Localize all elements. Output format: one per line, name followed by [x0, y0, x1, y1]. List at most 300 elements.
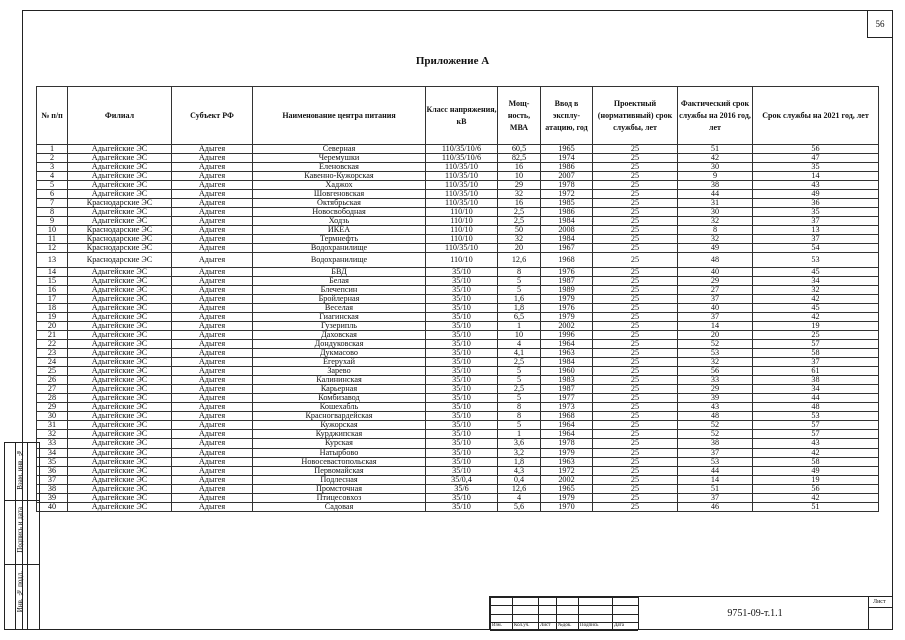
table-cell: 1976: [541, 268, 593, 277]
table-cell: 5: [498, 286, 541, 295]
table-row: [37, 145, 879, 154]
table-cell: Адыгейские ЭС: [68, 277, 172, 286]
table-cell: 25: [593, 286, 678, 295]
table-cell: 35/10: [426, 322, 498, 331]
table-cell: 1960: [541, 367, 593, 376]
sheet-box: [868, 597, 893, 630]
table-cell: Адыгея: [172, 412, 253, 421]
table-cell: Кавенно-Кужорская: [253, 172, 426, 181]
table-cell: 8: [498, 403, 541, 412]
table-cell: 15: [37, 277, 68, 286]
table-row: [37, 190, 879, 199]
table-cell: 40: [678, 268, 753, 277]
table-cell: 25: [593, 430, 678, 439]
table-cell: Черемушки: [253, 154, 426, 163]
table-cell: Хаджох: [253, 181, 426, 190]
table-cell: Адыгея: [172, 340, 253, 349]
table-cell: Адыгея: [172, 208, 253, 217]
table-cell: 48: [753, 403, 879, 412]
table-cell: 2,5: [498, 208, 541, 217]
table-cell: 47: [753, 154, 879, 163]
table-cell: 52: [678, 421, 753, 430]
table-cell: Адыгея: [172, 181, 253, 190]
table-cell: 110/35/10/6: [426, 154, 498, 163]
table-cell: 19: [753, 322, 879, 331]
table-cell: 35/10: [426, 439, 498, 448]
table-cell: 35/10: [426, 502, 498, 511]
table-cell: 5: [498, 421, 541, 430]
table-row: [37, 163, 879, 172]
table-cell: 19: [753, 475, 879, 484]
table-cell: Новосвободная: [253, 208, 426, 217]
table-cell: 50: [498, 226, 541, 235]
table-cell: Адыгея: [172, 235, 253, 244]
table-cell: Адыгея: [172, 421, 253, 430]
table-row: [37, 502, 879, 511]
table-cell: Адыгея: [172, 226, 253, 235]
table-cell: 31: [678, 199, 753, 208]
table-row: [37, 403, 879, 412]
table-cell: Калининская: [253, 376, 426, 385]
table-cell: 49: [678, 244, 753, 253]
table-row: [37, 466, 879, 475]
column-header: Срок службы на 2021 год, лет: [753, 87, 879, 145]
table-row: [37, 268, 879, 277]
table-cell: 32: [678, 235, 753, 244]
table-cell: 25: [593, 475, 678, 484]
table-cell: 37: [753, 358, 879, 367]
table-cell: 5: [498, 376, 541, 385]
table-cell: Новосевастопольская: [253, 457, 426, 466]
table-cell: 35/10: [426, 421, 498, 430]
table-cell: 24: [37, 358, 68, 367]
table-cell: 25: [593, 322, 678, 331]
table-cell: Курская: [253, 439, 426, 448]
table-row: [37, 421, 879, 430]
table-cell: 110/35/10: [426, 181, 498, 190]
table-cell: 33: [37, 439, 68, 448]
table-row: [37, 286, 879, 295]
table-cell: 35/6: [426, 484, 498, 493]
table-cell: 16: [498, 199, 541, 208]
table-cell: Адыгея: [172, 190, 253, 199]
table-cell: 12,6: [498, 484, 541, 493]
table-cell: 110/10: [426, 235, 498, 244]
table-cell: Адыгея: [172, 394, 253, 403]
table-cell: 1978: [541, 181, 593, 190]
table-cell: 25: [593, 439, 678, 448]
table-cell: 35/10: [426, 403, 498, 412]
side-label-signature: Подпись и дата: [16, 507, 24, 553]
table-cell: 28: [37, 394, 68, 403]
table-cell: 42: [678, 154, 753, 163]
table-cell: 25: [593, 457, 678, 466]
title-block: [489, 596, 893, 630]
table-cell: 29: [498, 181, 541, 190]
table-row: [37, 235, 879, 244]
table-cell: 82,5: [498, 154, 541, 163]
table-cell: Комбизавод: [253, 394, 426, 403]
table-cell: 27: [37, 385, 68, 394]
table-cell: 29: [678, 277, 753, 286]
table-cell: 26: [37, 376, 68, 385]
table-cell: Адыгея: [172, 502, 253, 511]
table-cell: 38: [37, 484, 68, 493]
table-cell: 12: [37, 244, 68, 253]
table-cell: 27: [678, 286, 753, 295]
table-cell: Кошехабль: [253, 403, 426, 412]
table-cell: Гузерипль: [253, 322, 426, 331]
table-row: [37, 349, 879, 358]
table-cell: 4,3: [498, 466, 541, 475]
table-cell: 4: [498, 493, 541, 502]
table-cell: 25: [593, 268, 678, 277]
table-cell: 1977: [541, 394, 593, 403]
table-cell: Еленовская: [253, 163, 426, 172]
table-cell: Адыгейские ЭС: [68, 466, 172, 475]
table-cell: 35/10: [426, 466, 498, 475]
table-row: [37, 208, 879, 217]
table-cell: 20: [37, 322, 68, 331]
table-cell: 1,8: [498, 457, 541, 466]
table-cell: 44: [753, 394, 879, 403]
table-cell: 1986: [541, 208, 593, 217]
table-cell: 25: [593, 145, 678, 154]
table-cell: 8: [498, 268, 541, 277]
table-cell: 110/10: [426, 226, 498, 235]
table-cell: 30: [678, 208, 753, 217]
table-cell: 46: [678, 502, 753, 511]
table-cell: 110/35/10: [426, 172, 498, 181]
table-cell: Егерухай: [253, 358, 426, 367]
table-cell: 25: [593, 466, 678, 475]
table-cell: 2: [37, 154, 68, 163]
table-cell: 53: [753, 253, 879, 268]
stamp-label: Кол.уч.: [514, 623, 530, 628]
table-cell: 37: [678, 448, 753, 457]
table-cell: 20: [498, 244, 541, 253]
table-cell: 25: [593, 502, 678, 511]
table-cell: 19: [37, 313, 68, 322]
table-cell: Гиагинская: [253, 313, 426, 322]
side-label-replace: Взам. инв. №: [16, 449, 24, 490]
table-cell: 25: [593, 199, 678, 208]
table-cell: 25: [593, 385, 678, 394]
table-cell: 32: [37, 430, 68, 439]
table-cell: 14: [753, 172, 879, 181]
table-cell: Адыгейские ЭС: [68, 367, 172, 376]
table-cell: 110/35/10: [426, 199, 498, 208]
table-cell: Дондуковская: [253, 340, 426, 349]
table-cell: 10: [498, 172, 541, 181]
table-row: [37, 154, 879, 163]
table-row: [37, 367, 879, 376]
table-row: [37, 385, 879, 394]
table-cell: Адыгейские ЭС: [68, 145, 172, 154]
table-cell: 25: [593, 172, 678, 181]
table-cell: Адыгейские ЭС: [68, 172, 172, 181]
table-cell: Адыгейские ЭС: [68, 349, 172, 358]
table-cell: Зарево: [253, 367, 426, 376]
table-cell: Адыгейские ЭС: [68, 304, 172, 313]
table-cell: 1,8: [498, 304, 541, 313]
table-cell: 25: [593, 421, 678, 430]
table-row: [37, 199, 879, 208]
table-row: [37, 484, 879, 493]
table-cell: 39: [37, 493, 68, 502]
table-cell: 1972: [541, 466, 593, 475]
table-row: [37, 358, 879, 367]
table-cell: 17: [37, 295, 68, 304]
column-header: Фактический срок службы на 2016 год, лет: [678, 87, 753, 145]
table-cell: 110/35/10: [426, 244, 498, 253]
table-cell: 1987: [541, 385, 593, 394]
table-cell: Адыгея: [172, 448, 253, 457]
table-cell: 40: [37, 502, 68, 511]
table-cell: Адыгейские ЭС: [68, 385, 172, 394]
table-cell: 1974: [541, 154, 593, 163]
table-cell: 22: [37, 340, 68, 349]
table-cell: Ходзь: [253, 217, 426, 226]
table-cell: 25: [593, 235, 678, 244]
table-cell: 51: [678, 484, 753, 493]
table-cell: 1979: [541, 448, 593, 457]
table-cell: 44: [678, 190, 753, 199]
stamp-label: Изм.: [492, 623, 502, 628]
column-header: Класс напряжения, кВ: [426, 87, 498, 145]
table-cell: 43: [753, 181, 879, 190]
table-cell: 9: [678, 172, 753, 181]
table-cell: 35/10: [426, 295, 498, 304]
table-cell: 35/10: [426, 376, 498, 385]
table-cell: 35/10: [426, 394, 498, 403]
table-cell: 53: [678, 457, 753, 466]
table-row: [37, 304, 879, 313]
table-cell: 1978: [541, 439, 593, 448]
table-cell: 35/10: [426, 457, 498, 466]
table-row: [37, 217, 879, 226]
table-cell: 38: [678, 181, 753, 190]
table-cell: 1: [498, 322, 541, 331]
table-cell: 35: [753, 163, 879, 172]
table-cell: 1965: [541, 145, 593, 154]
table-row: [37, 181, 879, 190]
table-cell: 1984: [541, 235, 593, 244]
table-cell: 52: [678, 430, 753, 439]
table-cell: Водохранилище: [253, 244, 426, 253]
table-cell: Адыгея: [172, 277, 253, 286]
table-cell: Краснодарские ЭС: [68, 253, 172, 268]
table-cell: 1987: [541, 277, 593, 286]
table-cell: Адыгея: [172, 322, 253, 331]
table-cell: 25: [593, 154, 678, 163]
table-cell: Адыгея: [172, 385, 253, 394]
table-cell: 1964: [541, 430, 593, 439]
table-cell: 35/10: [426, 367, 498, 376]
table-cell: 1979: [541, 493, 593, 502]
table-cell: 25: [593, 208, 678, 217]
table-cell: 25: [593, 412, 678, 421]
table-cell: Адыгея: [172, 493, 253, 502]
table-cell: 31: [37, 421, 68, 430]
table-cell: 32: [498, 190, 541, 199]
table-cell: 8: [37, 208, 68, 217]
table-cell: Адыгейские ЭС: [68, 412, 172, 421]
table-cell: Адыгея: [172, 439, 253, 448]
table-cell: 5,6: [498, 502, 541, 511]
table-cell: Адыгея: [172, 199, 253, 208]
table-cell: 35/10: [426, 349, 498, 358]
table-cell: 40: [678, 304, 753, 313]
table-cell: Адыгейские ЭС: [68, 340, 172, 349]
table-cell: 25: [593, 295, 678, 304]
table-cell: 34: [37, 448, 68, 457]
table-cell: 8: [678, 226, 753, 235]
table-cell: Краснодарские ЭС: [68, 244, 172, 253]
table-cell: 35/10: [426, 313, 498, 322]
table-cell: Красногвардейская: [253, 412, 426, 421]
table-cell: Адыгея: [172, 244, 253, 253]
table-cell: 2,5: [498, 385, 541, 394]
table-cell: 14: [37, 268, 68, 277]
table-cell: 25: [593, 448, 678, 457]
table-row: [37, 226, 879, 235]
table-cell: Адыгея: [172, 367, 253, 376]
table-cell: Адыгейские ЭС: [68, 217, 172, 226]
table-cell: 42: [753, 448, 879, 457]
table-cell: 56: [753, 484, 879, 493]
table-cell: 1972: [541, 190, 593, 199]
table-cell: 1,6: [498, 295, 541, 304]
column-header: Проектный (нормативный) срок службы, лет: [593, 87, 678, 145]
table-cell: 20: [678, 331, 753, 340]
table-cell: 32: [498, 235, 541, 244]
table-cell: 5: [498, 367, 541, 376]
table-cell: Адыгейские ЭС: [68, 403, 172, 412]
table-cell: 5: [37, 181, 68, 190]
table-cell: 57: [753, 430, 879, 439]
table-cell: 3,2: [498, 448, 541, 457]
table-cell: 1964: [541, 421, 593, 430]
table-cell: 1963: [541, 457, 593, 466]
table-cell: 1996: [541, 331, 593, 340]
table-cell: 110/10: [426, 217, 498, 226]
table-cell: Адыгейские ЭС: [68, 358, 172, 367]
table-row: [37, 277, 879, 286]
table-cell: Адыгея: [172, 313, 253, 322]
table-cell: Адыгея: [172, 466, 253, 475]
table-cell: 37: [37, 475, 68, 484]
table-cell: 37: [753, 217, 879, 226]
table-row: [37, 331, 879, 340]
table-cell: 25: [37, 367, 68, 376]
table-cell: 25: [593, 217, 678, 226]
table-cell: 45: [753, 304, 879, 313]
table-cell: Адыгея: [172, 154, 253, 163]
table-cell: 2,5: [498, 358, 541, 367]
table-cell: Адыгея: [172, 163, 253, 172]
table-cell: Термнефть: [253, 235, 426, 244]
table-cell: 35/10: [426, 385, 498, 394]
table-row: [37, 448, 879, 457]
table-cell: 35/10: [426, 286, 498, 295]
table-cell: Адыгейские ЭС: [68, 286, 172, 295]
table-cell: 25: [593, 493, 678, 502]
side-stamp: [4, 442, 40, 630]
table-row: [37, 244, 879, 253]
table-cell: 14: [678, 322, 753, 331]
table-cell: Белая: [253, 277, 426, 286]
table-cell: 13: [753, 226, 879, 235]
table-cell: 32: [753, 286, 879, 295]
table-cell: 35/10: [426, 340, 498, 349]
table-cell: 44: [678, 466, 753, 475]
table-row: [37, 394, 879, 403]
table-cell: 30: [37, 412, 68, 421]
table-cell: 35: [753, 208, 879, 217]
table-cell: Адыгея: [172, 145, 253, 154]
table-cell: 49: [753, 190, 879, 199]
table-cell: Адыгея: [172, 286, 253, 295]
table-row: [37, 439, 879, 448]
table-cell: 5: [498, 394, 541, 403]
table-cell: Подлесная: [253, 475, 426, 484]
table-row: [37, 475, 879, 484]
table-row: [37, 493, 879, 502]
table-cell: Садовая: [253, 502, 426, 511]
table-cell: 11: [37, 235, 68, 244]
table-cell: Адыгея: [172, 376, 253, 385]
table-cell: Адыгея: [172, 331, 253, 340]
table-cell: 37: [678, 493, 753, 502]
table-cell: Адыгейские ЭС: [68, 457, 172, 466]
table-cell: Адыгея: [172, 268, 253, 277]
table-cell: 23: [37, 349, 68, 358]
table-cell: 4,1: [498, 349, 541, 358]
table-cell: 35/10: [426, 304, 498, 313]
table-cell: Адыгейские ЭС: [68, 322, 172, 331]
table-cell: 35/10: [426, 412, 498, 421]
table-cell: 35/10: [426, 358, 498, 367]
table-row: [37, 430, 879, 439]
table-cell: 49: [753, 466, 879, 475]
table-cell: 35/10: [426, 331, 498, 340]
table-row: [37, 295, 879, 304]
table-cell: 1979: [541, 313, 593, 322]
table-cell: 32: [678, 217, 753, 226]
table-cell: 110/35/10/6: [426, 145, 498, 154]
table-cell: Адыгейские ЭС: [68, 430, 172, 439]
table-cell: Адыгея: [172, 304, 253, 313]
table-cell: 3: [37, 163, 68, 172]
table-cell: Адыгейские ЭС: [68, 181, 172, 190]
table-cell: 1984: [541, 358, 593, 367]
table-cell: 25: [593, 484, 678, 493]
table-cell: 58: [753, 349, 879, 358]
table-cell: Первомайская: [253, 466, 426, 475]
table-cell: 51: [753, 502, 879, 511]
table-cell: 1986: [541, 163, 593, 172]
table-cell: 1979: [541, 295, 593, 304]
table-cell: 1970: [541, 502, 593, 511]
table-cell: 56: [678, 367, 753, 376]
table-cell: 2008: [541, 226, 593, 235]
table-cell: Адыгея: [172, 349, 253, 358]
table-cell: 57: [753, 340, 879, 349]
table-cell: 12,6: [498, 253, 541, 268]
table-cell: 60,5: [498, 145, 541, 154]
table-cell: Краснодарские ЭС: [68, 199, 172, 208]
